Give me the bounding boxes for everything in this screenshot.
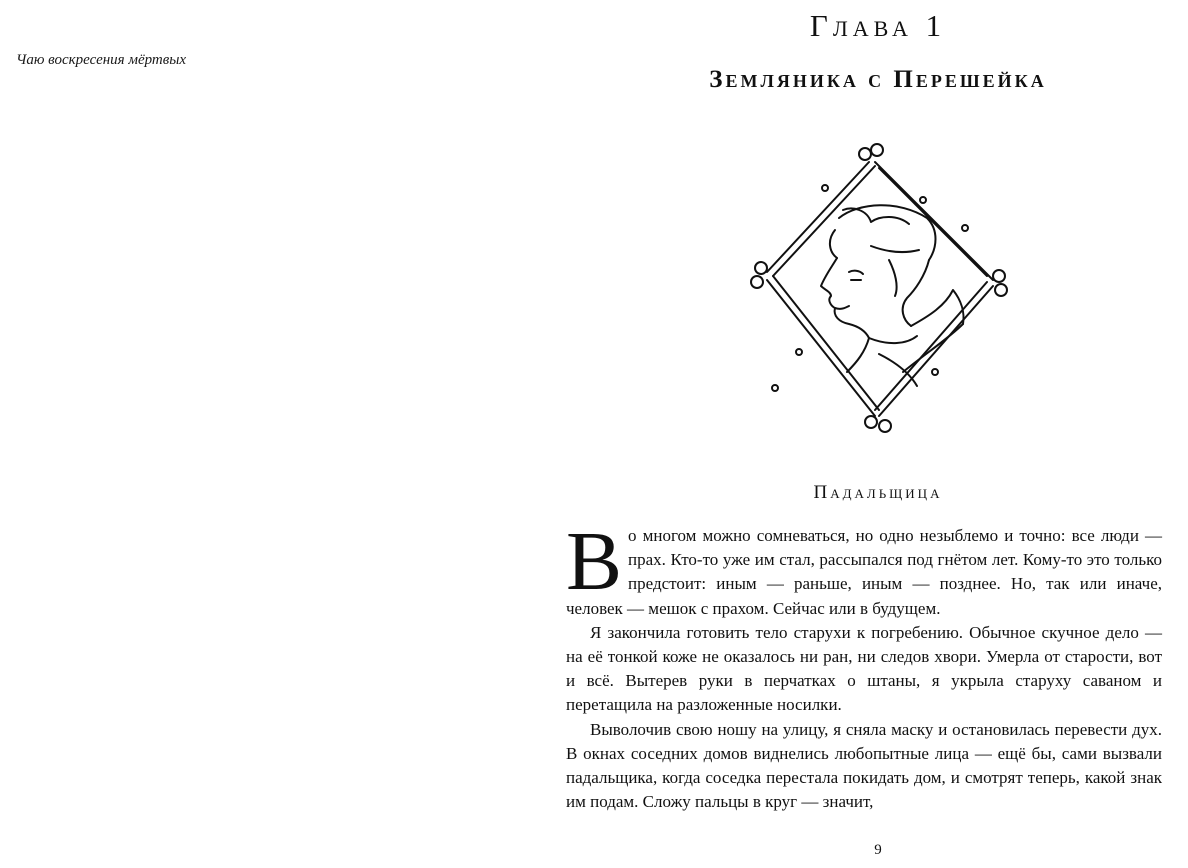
- bone-frame: [751, 144, 1007, 432]
- chapter-body: [566, 515, 1162, 814]
- paragraph: [566, 515, 1162, 621]
- chapter-title: Земляника с Перешейка: [709, 66, 1047, 93]
- page-number: 9: [874, 842, 882, 858]
- paragraph: Я закончила готовить тело старухи к погребению. Обычное скучное дело — на её тонкой коже не оказалось ни ран, ни следов хвори. Умерла от старости, вот и всё. Вытерев руки в перчатках о штаны, я укрыла старуху саваном и перетащила на разложенные носилки.: [566, 622, 1162, 715]
- right-page: [566, 0, 1188, 868]
- epigraph: Чаю воскресения мёртвых: [16, 52, 187, 68]
- chapter-number: Глава 1: [809, 8, 947, 43]
- section-title: Падальщица: [813, 482, 943, 503]
- dropcap-letter: В: [566, 515, 623, 608]
- chapter-illustration: [739, 140, 1013, 440]
- paragraph-text: о многом можно сомневаться, но одно незыблемо и точно: все люди — прах. Кто-то уже им стал, рассыпался под гнётом лет. Кому-то это только предстоит: иным — раньше, иным — позднее. Но, так или иначе, человек — мешок с прахом. Сейчас или в будущем.: [566, 526, 1162, 618]
- paragraph: Выволочив свою ношу на улицу, я сняла маску и остановилась перевести дух. В окнах соседних домов виднелись любопытные лица — ещё бы, сами вызвали падальщика, когда соседка перестала покидать дом, и смотрят теперь, какой знак им подам. Сложу пальцы в круг — значит,: [566, 719, 1162, 812]
